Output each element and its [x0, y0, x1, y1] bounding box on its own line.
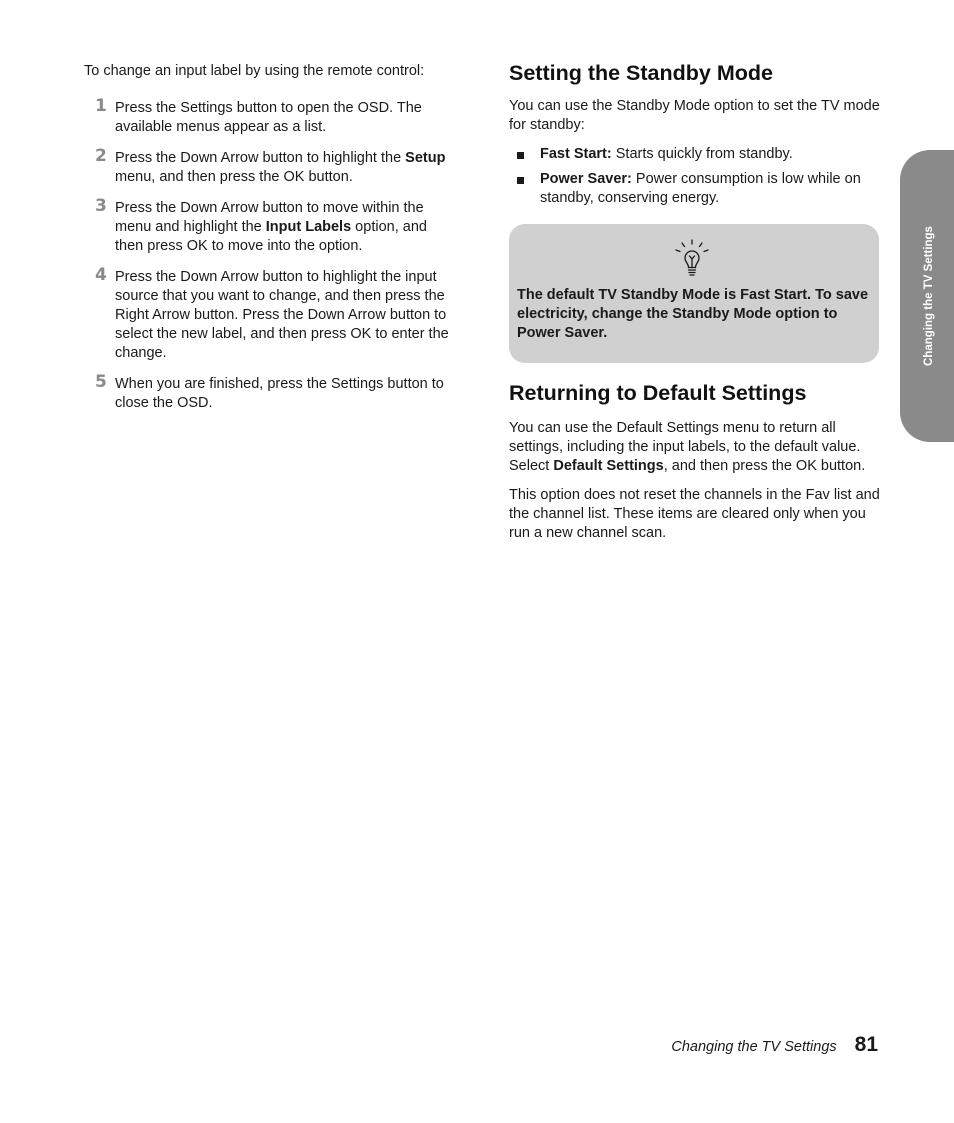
step-number: 5 — [95, 372, 107, 392]
step-item — [84, 372, 456, 413]
defaults-paragraph-2: This option does not reset the channels in the Fav list and the channel list. These items are cleared only when you run a new channel scan. — [509, 487, 880, 541]
step-text: Press the Down Arrow button to highlight the Setup menu, and then press the OK button. — [115, 150, 446, 185]
step-item — [84, 146, 456, 187]
bullet-item — [509, 170, 881, 208]
defaults-paragraph-1: You can use the Default Settings menu to return all settings, including the input labels, to the default value. Select Default Settings, and then press the OK button. — [509, 420, 866, 474]
step-text: Press the Settings button to open the OSD. The available menus appear as a list. — [115, 100, 422, 135]
footer-chapter-title: Changing the TV Settings — [671, 1039, 837, 1055]
step-number: 3 — [95, 196, 107, 216]
step-text: Press the Down Arrow button to move within the menu and highlight the Input Labels option, and then press OK to move into the option. — [115, 200, 427, 254]
step-number: 2 — [95, 146, 107, 166]
bold-term: Setup — [405, 150, 446, 166]
left-column — [84, 62, 456, 425]
step-item — [84, 196, 456, 256]
right-column — [509, 60, 881, 543]
steps-intro: To change an input label by using the remote control: — [84, 63, 425, 79]
bullet-term: Fast Start: — [540, 146, 612, 162]
square-bullet-icon — [517, 152, 524, 159]
step-text: When you are finished, press the Settings button to close the OSD. — [115, 376, 444, 411]
bullet-text: Power consumption is low while on standby, conserving energy. — [540, 171, 861, 206]
square-bullet-icon — [517, 177, 524, 184]
section-heading-defaults: Returning to Default Settings — [509, 381, 807, 405]
bold-term: Input Labels — [265, 219, 352, 235]
standby-intro: You can use the Standby Mode option to set the TV mode for standby: — [509, 98, 880, 133]
lightbulb-icon — [674, 239, 710, 279]
tip-note-text: The default TV Standby Mode is Fast Start. To save electricity, change the Standby Mode option to Power Saver. — [517, 287, 869, 341]
step-item — [84, 96, 456, 137]
bold-term: Default Settings — [553, 458, 664, 474]
bullet-list — [509, 145, 881, 208]
step-item — [84, 265, 456, 363]
step-list — [84, 96, 456, 413]
tip-note-box — [509, 224, 879, 363]
step-text: Press the Down Arrow button to highlight the input source that you want to change, and then press the Right Arrow button. Press the Down Arrow button to select the new label, and then press OK to enter the change. — [115, 269, 449, 361]
bullet-text: Starts quickly from standby. — [611, 146, 793, 162]
step-number: 1 — [95, 96, 107, 116]
bullet-item — [509, 145, 881, 164]
chapter-side-tab-label: Changing the TV Settings — [923, 226, 935, 366]
step-number: 4 — [95, 265, 107, 285]
page-number: 81 — [854, 1033, 878, 1056]
section-heading-standby: Setting the Standby Mode — [509, 61, 773, 85]
page-footer — [671, 1033, 878, 1057]
bullet-term: Power Saver: — [540, 171, 632, 187]
